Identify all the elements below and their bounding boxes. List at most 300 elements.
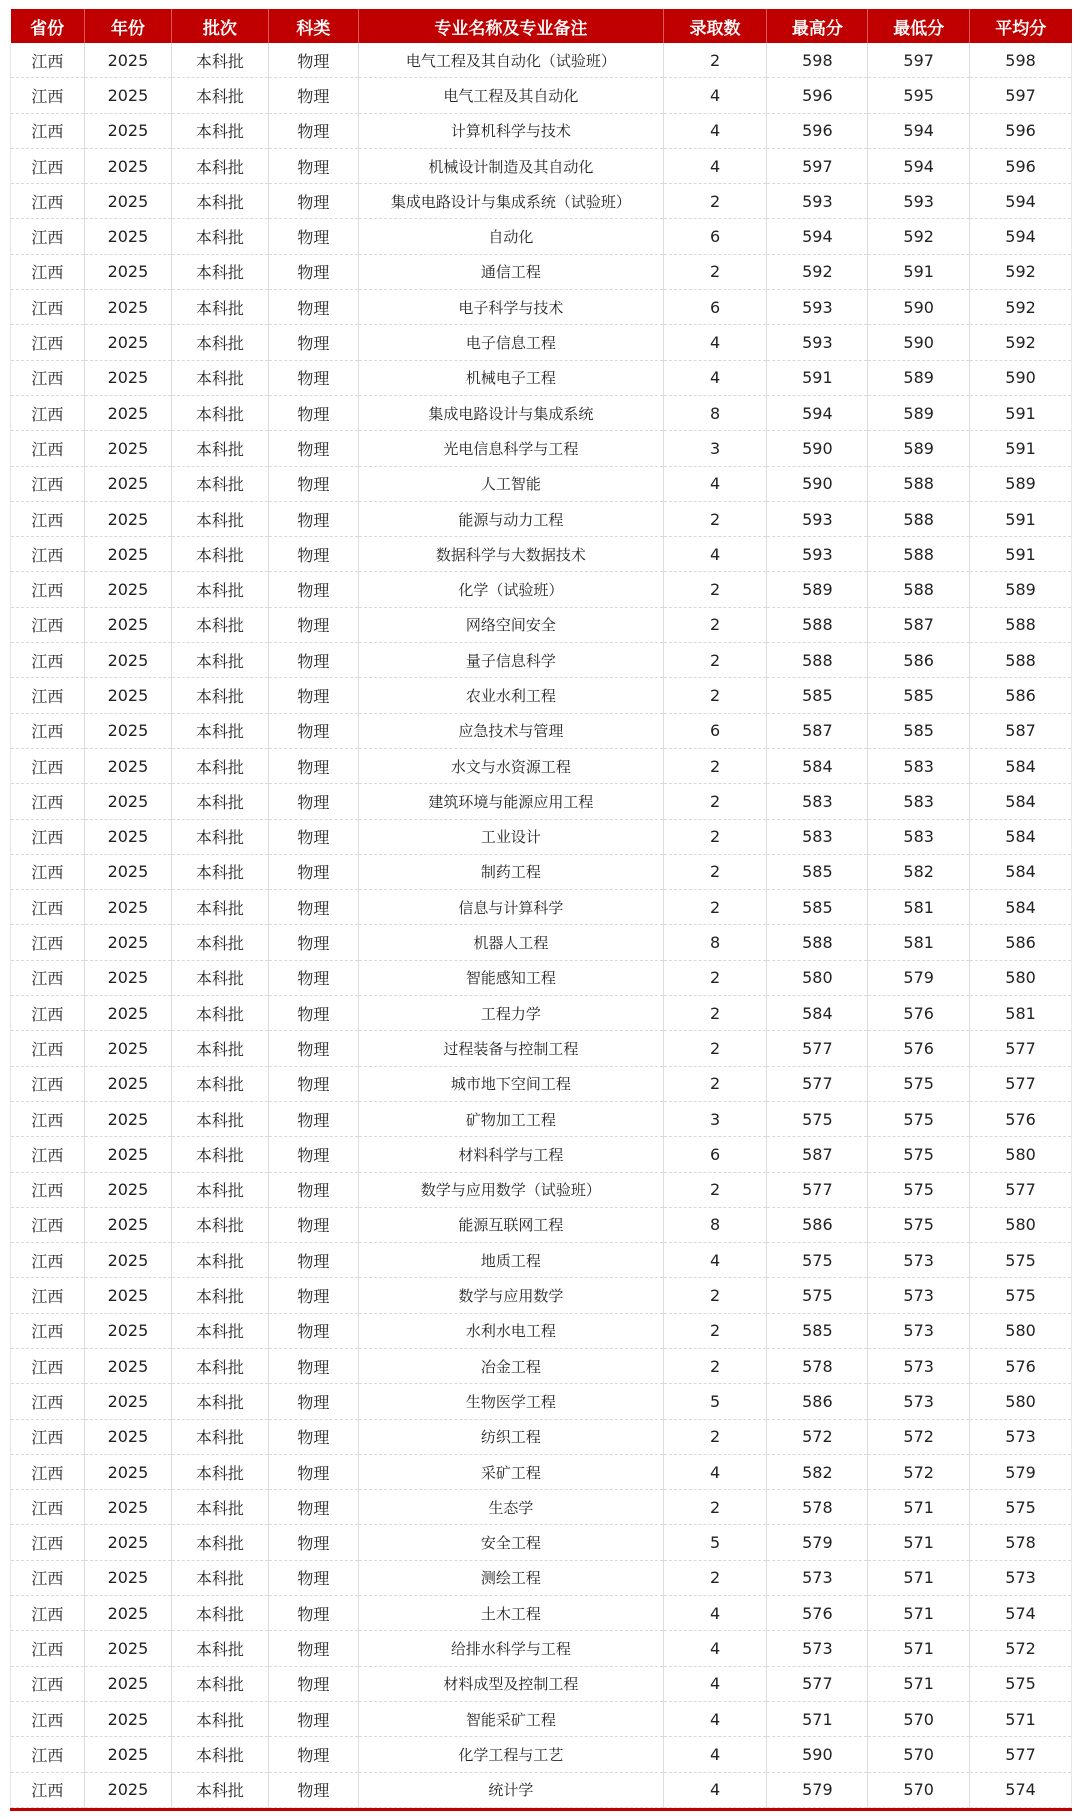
cell-avg-score: 590	[970, 360, 1072, 395]
cell-max-score: 584	[767, 748, 868, 783]
cell-major: 矿物加工工程	[359, 1101, 663, 1136]
cell-min-score: 589	[868, 360, 970, 395]
cell-batch: 本科批	[172, 713, 269, 748]
cell-subject: 物理	[268, 1701, 358, 1736]
cell-major: 统计学	[359, 1772, 663, 1807]
cell-avg-score: 584	[970, 748, 1072, 783]
cell-admitted: 8	[663, 925, 767, 960]
cell-subject: 物理	[268, 1596, 358, 1631]
cell-subject: 物理	[268, 431, 358, 466]
cell-min-score: 588	[868, 466, 970, 501]
cell-min-score: 575	[868, 1066, 970, 1101]
cell-admitted: 4	[663, 1772, 767, 1807]
table-row	[11, 1666, 1072, 1701]
cell-min-score: 573	[868, 1313, 970, 1348]
cell-admitted: 5	[663, 1525, 767, 1560]
cell-batch: 本科批	[172, 184, 269, 219]
cell-year: 2025	[84, 43, 171, 78]
cell-subject: 物理	[268, 1631, 358, 1666]
cell-admitted: 4	[663, 325, 767, 360]
cell-max-score: 584	[767, 996, 868, 1031]
cell-year: 2025	[84, 996, 171, 1031]
cell-max-score: 585	[767, 1313, 868, 1348]
cell-avg-score: 591	[970, 537, 1072, 572]
cell-year: 2025	[84, 572, 171, 607]
cell-batch: 本科批	[172, 1631, 269, 1666]
cell-admitted: 2	[663, 572, 767, 607]
cell-avg-score: 575	[970, 1666, 1072, 1701]
cell-batch: 本科批	[172, 1243, 269, 1278]
cell-max-score: 580	[767, 960, 868, 995]
cell-year: 2025	[84, 1525, 171, 1560]
cell-province: 江西	[11, 784, 85, 819]
cell-year: 2025	[84, 1207, 171, 1242]
cell-year: 2025	[84, 325, 171, 360]
cell-avg-score: 596	[970, 113, 1072, 148]
cell-province: 江西	[11, 713, 85, 748]
cell-batch: 本科批	[172, 1278, 269, 1313]
cell-major: 过程装备与控制工程	[359, 1031, 663, 1066]
cell-avg-score: 588	[970, 643, 1072, 678]
cell-max-score: 572	[767, 1419, 868, 1454]
cell-batch: 本科批	[172, 890, 269, 925]
cell-max-score: 576	[767, 1596, 868, 1631]
table-row	[11, 1066, 1072, 1101]
cell-major: 自动化	[359, 219, 663, 254]
header-row	[11, 9, 1072, 43]
cell-major: 电气工程及其自动化（试验班）	[359, 43, 663, 78]
cell-year: 2025	[84, 1172, 171, 1207]
cell-max-score: 585	[767, 890, 868, 925]
cell-province: 江西	[11, 925, 85, 960]
cell-batch: 本科批	[172, 501, 269, 536]
cell-avg-score: 571	[970, 1701, 1072, 1736]
cell-min-score: 597	[868, 43, 970, 78]
cell-max-score: 596	[767, 113, 868, 148]
cell-year: 2025	[84, 1031, 171, 1066]
cell-admitted: 2	[663, 1278, 767, 1313]
header-year: 年份	[84, 9, 171, 43]
cell-year: 2025	[84, 1560, 171, 1595]
cell-max-score: 587	[767, 1137, 868, 1172]
cell-admitted: 6	[663, 713, 767, 748]
cell-max-score: 573	[767, 1560, 868, 1595]
cell-subject: 物理	[268, 678, 358, 713]
cell-batch: 本科批	[172, 325, 269, 360]
cell-admitted: 2	[663, 1313, 767, 1348]
cell-admitted: 2	[663, 678, 767, 713]
cell-province: 江西	[11, 290, 85, 325]
cell-admitted: 4	[663, 1666, 767, 1701]
cell-max-score: 585	[767, 854, 868, 889]
table-row	[11, 325, 1072, 360]
cell-major: 机械设计制造及其自动化	[359, 148, 663, 183]
cell-max-score: 593	[767, 325, 868, 360]
cell-max-score: 586	[767, 1384, 868, 1419]
cell-min-score: 581	[868, 925, 970, 960]
cell-avg-score: 589	[970, 572, 1072, 607]
cell-batch: 本科批	[172, 1384, 269, 1419]
cell-major: 电子信息工程	[359, 325, 663, 360]
table-row	[11, 1278, 1072, 1313]
cell-min-score: 585	[868, 713, 970, 748]
cell-subject: 物理	[268, 890, 358, 925]
cell-subject: 物理	[268, 1137, 358, 1172]
cell-avg-score: 584	[970, 819, 1072, 854]
cell-year: 2025	[84, 643, 171, 678]
cell-province: 江西	[11, 1666, 85, 1701]
cell-admitted: 2	[663, 1066, 767, 1101]
cell-avg-score: 591	[970, 501, 1072, 536]
cell-max-score: 592	[767, 254, 868, 289]
cell-year: 2025	[84, 748, 171, 783]
cell-year: 2025	[84, 78, 171, 113]
cell-max-score: 590	[767, 1737, 868, 1772]
cell-major: 城市地下空间工程	[359, 1066, 663, 1101]
cell-major: 数据科学与大数据技术	[359, 537, 663, 572]
table-row	[11, 1384, 1072, 1419]
cell-province: 江西	[11, 325, 85, 360]
cell-subject: 物理	[268, 1066, 358, 1101]
cell-major: 人工智能	[359, 466, 663, 501]
cell-batch: 本科批	[172, 1490, 269, 1525]
cell-max-score: 577	[767, 1666, 868, 1701]
cell-year: 2025	[84, 1419, 171, 1454]
cell-major: 材料成型及控制工程	[359, 1666, 663, 1701]
cell-admitted: 2	[663, 643, 767, 678]
cell-subject: 物理	[268, 537, 358, 572]
cell-min-score: 588	[868, 501, 970, 536]
cell-batch: 本科批	[172, 1454, 269, 1489]
cell-batch: 本科批	[172, 960, 269, 995]
cell-avg-score: 591	[970, 395, 1072, 430]
cell-major: 生态学	[359, 1490, 663, 1525]
admission-scores-table	[10, 9, 1072, 1808]
cell-min-score: 582	[868, 854, 970, 889]
cell-avg-score: 573	[970, 1560, 1072, 1595]
cell-max-score: 579	[767, 1525, 868, 1560]
cell-avg-score: 598	[970, 43, 1072, 78]
cell-major: 生物医学工程	[359, 1384, 663, 1419]
cell-major: 计算机科学与技术	[359, 113, 663, 148]
table-row	[11, 78, 1072, 113]
cell-year: 2025	[84, 466, 171, 501]
cell-batch: 本科批	[172, 1031, 269, 1066]
cell-province: 江西	[11, 1560, 85, 1595]
cell-year: 2025	[84, 607, 171, 642]
cell-admitted: 4	[663, 1631, 767, 1666]
cell-min-score: 572	[868, 1454, 970, 1489]
table-row	[11, 113, 1072, 148]
cell-min-score: 583	[868, 819, 970, 854]
cell-avg-score: 575	[970, 1243, 1072, 1278]
cell-batch: 本科批	[172, 290, 269, 325]
table-row	[11, 1631, 1072, 1666]
cell-min-score: 573	[868, 1278, 970, 1313]
cell-subject: 物理	[268, 1101, 358, 1136]
cell-min-score: 588	[868, 572, 970, 607]
cell-year: 2025	[84, 1278, 171, 1313]
cell-avg-score: 589	[970, 466, 1072, 501]
cell-year: 2025	[84, 360, 171, 395]
cell-major: 集成电路设计与集成系统	[359, 395, 663, 430]
cell-province: 江西	[11, 1031, 85, 1066]
cell-min-score: 595	[868, 78, 970, 113]
cell-admitted: 2	[663, 1560, 767, 1595]
cell-year: 2025	[84, 113, 171, 148]
cell-province: 江西	[11, 1596, 85, 1631]
cell-avg-score: 584	[970, 890, 1072, 925]
cell-avg-score: 584	[970, 784, 1072, 819]
table-row	[11, 219, 1072, 254]
cell-min-score: 593	[868, 184, 970, 219]
header-max-score: 最高分	[767, 9, 868, 43]
cell-min-score: 573	[868, 1384, 970, 1419]
cell-avg-score: 580	[970, 1384, 1072, 1419]
cell-avg-score: 580	[970, 1207, 1072, 1242]
cell-batch: 本科批	[172, 1560, 269, 1595]
cell-major: 安全工程	[359, 1525, 663, 1560]
table-row	[11, 1490, 1072, 1525]
cell-min-score: 571	[868, 1525, 970, 1560]
table-row	[11, 184, 1072, 219]
cell-min-score: 590	[868, 325, 970, 360]
cell-batch: 本科批	[172, 643, 269, 678]
cell-year: 2025	[84, 1737, 171, 1772]
cell-min-score: 589	[868, 431, 970, 466]
table-bottom-border	[10, 1808, 1072, 1811]
cell-subject: 物理	[268, 1490, 358, 1525]
cell-avg-score: 580	[970, 960, 1072, 995]
table-row	[11, 890, 1072, 925]
cell-avg-score: 577	[970, 1031, 1072, 1066]
cell-province: 江西	[11, 1701, 85, 1736]
table-row	[11, 713, 1072, 748]
cell-avg-score: 576	[970, 1348, 1072, 1383]
cell-subject: 物理	[268, 1525, 358, 1560]
cell-year: 2025	[84, 854, 171, 889]
cell-batch: 本科批	[172, 1172, 269, 1207]
cell-admitted: 2	[663, 960, 767, 995]
cell-subject: 物理	[268, 78, 358, 113]
cell-max-score: 582	[767, 1454, 868, 1489]
cell-batch: 本科批	[172, 113, 269, 148]
cell-admitted: 8	[663, 1207, 767, 1242]
cell-max-score: 593	[767, 537, 868, 572]
cell-admitted: 2	[663, 819, 767, 854]
cell-province: 江西	[11, 184, 85, 219]
cell-admitted: 4	[663, 360, 767, 395]
cell-subject: 物理	[268, 1666, 358, 1701]
table-row	[11, 501, 1072, 536]
cell-min-score: 581	[868, 890, 970, 925]
cell-subject: 物理	[268, 1419, 358, 1454]
cell-avg-score: 576	[970, 1101, 1072, 1136]
cell-subject: 物理	[268, 960, 358, 995]
cell-major: 量子信息科学	[359, 643, 663, 678]
cell-batch: 本科批	[172, 1737, 269, 1772]
cell-batch: 本科批	[172, 219, 269, 254]
cell-max-score: 578	[767, 1348, 868, 1383]
cell-min-score: 579	[868, 960, 970, 995]
cell-major: 能源互联网工程	[359, 1207, 663, 1242]
table-row	[11, 678, 1072, 713]
cell-avg-score: 594	[970, 219, 1072, 254]
cell-major: 土木工程	[359, 1596, 663, 1631]
cell-year: 2025	[84, 784, 171, 819]
cell-year: 2025	[84, 290, 171, 325]
cell-year: 2025	[84, 1101, 171, 1136]
cell-min-score: 571	[868, 1490, 970, 1525]
cell-subject: 物理	[268, 925, 358, 960]
cell-major: 网络空间安全	[359, 607, 663, 642]
table-row	[11, 466, 1072, 501]
cell-province: 江西	[11, 537, 85, 572]
cell-batch: 本科批	[172, 748, 269, 783]
cell-year: 2025	[84, 1631, 171, 1666]
cell-year: 2025	[84, 1454, 171, 1489]
cell-major: 测绘工程	[359, 1560, 663, 1595]
cell-max-score: 590	[767, 431, 868, 466]
cell-admitted: 2	[663, 1031, 767, 1066]
cell-major: 制药工程	[359, 854, 663, 889]
cell-avg-score: 596	[970, 148, 1072, 183]
table-row	[11, 1137, 1072, 1172]
cell-subject: 物理	[268, 1172, 358, 1207]
cell-province: 江西	[11, 1313, 85, 1348]
cell-subject: 物理	[268, 1454, 358, 1489]
cell-max-score: 573	[767, 1631, 868, 1666]
cell-major: 地质工程	[359, 1243, 663, 1278]
cell-major: 数学与应用数学（试验班）	[359, 1172, 663, 1207]
cell-subject: 物理	[268, 395, 358, 430]
cell-min-score: 589	[868, 395, 970, 430]
table-row	[11, 925, 1072, 960]
cell-subject: 物理	[268, 1772, 358, 1807]
cell-batch: 本科批	[172, 784, 269, 819]
cell-year: 2025	[84, 925, 171, 960]
cell-province: 江西	[11, 1384, 85, 1419]
cell-avg-score: 580	[970, 1313, 1072, 1348]
cell-major: 通信工程	[359, 254, 663, 289]
cell-major: 智能感知工程	[359, 960, 663, 995]
cell-province: 江西	[11, 1348, 85, 1383]
cell-max-score: 586	[767, 1207, 868, 1242]
header-major: 专业名称及专业备注	[359, 9, 663, 43]
cell-max-score: 594	[767, 395, 868, 430]
cell-batch: 本科批	[172, 1066, 269, 1101]
cell-min-score: 583	[868, 784, 970, 819]
cell-batch: 本科批	[172, 466, 269, 501]
cell-avg-score: 574	[970, 1596, 1072, 1631]
table-row	[11, 748, 1072, 783]
cell-max-score: 587	[767, 713, 868, 748]
cell-avg-score: 591	[970, 431, 1072, 466]
cell-batch: 本科批	[172, 678, 269, 713]
table-row	[11, 1207, 1072, 1242]
cell-avg-score: 588	[970, 607, 1072, 642]
cell-year: 2025	[84, 1066, 171, 1101]
cell-avg-score: 586	[970, 925, 1072, 960]
cell-province: 江西	[11, 819, 85, 854]
cell-avg-score: 594	[970, 184, 1072, 219]
cell-admitted: 2	[663, 854, 767, 889]
table-row	[11, 784, 1072, 819]
cell-major: 电子科学与技术	[359, 290, 663, 325]
cell-max-score: 577	[767, 1031, 868, 1066]
cell-province: 江西	[11, 1631, 85, 1666]
cell-province: 江西	[11, 395, 85, 430]
cell-year: 2025	[84, 1596, 171, 1631]
cell-avg-score: 579	[970, 1454, 1072, 1489]
cell-year: 2025	[84, 501, 171, 536]
cell-avg-score: 572	[970, 1631, 1072, 1666]
cell-year: 2025	[84, 431, 171, 466]
table-row	[11, 1737, 1072, 1772]
cell-major: 机械电子工程	[359, 360, 663, 395]
cell-avg-score: 574	[970, 1772, 1072, 1807]
cell-province: 江西	[11, 1737, 85, 1772]
table-row	[11, 1701, 1072, 1736]
cell-major: 建筑环境与能源应用工程	[359, 784, 663, 819]
cell-max-score: 578	[767, 1490, 868, 1525]
cell-major: 水利水电工程	[359, 1313, 663, 1348]
cell-province: 江西	[11, 1243, 85, 1278]
cell-batch: 本科批	[172, 1101, 269, 1136]
cell-avg-score: 586	[970, 678, 1072, 713]
table-row	[11, 960, 1072, 995]
cell-max-score: 596	[767, 78, 868, 113]
cell-max-score: 577	[767, 1066, 868, 1101]
cell-batch: 本科批	[172, 148, 269, 183]
cell-province: 江西	[11, 1066, 85, 1101]
cell-min-score: 576	[868, 1031, 970, 1066]
cell-admitted: 2	[663, 1172, 767, 1207]
header-admitted: 录取数	[663, 9, 767, 43]
table-row	[11, 1419, 1072, 1454]
cell-subject: 物理	[268, 748, 358, 783]
cell-year: 2025	[84, 219, 171, 254]
cell-admitted: 2	[663, 996, 767, 1031]
cell-admitted: 2	[663, 43, 767, 78]
cell-subject: 物理	[268, 713, 358, 748]
cell-province: 江西	[11, 1419, 85, 1454]
table-row	[11, 1525, 1072, 1560]
table-row	[11, 1772, 1072, 1807]
cell-subject: 物理	[268, 572, 358, 607]
cell-batch: 本科批	[172, 1701, 269, 1736]
cell-subject: 物理	[268, 254, 358, 289]
cell-province: 江西	[11, 148, 85, 183]
cell-province: 江西	[11, 890, 85, 925]
cell-min-score: 585	[868, 678, 970, 713]
cell-province: 江西	[11, 1278, 85, 1313]
cell-year: 2025	[84, 890, 171, 925]
cell-province: 江西	[11, 43, 85, 78]
cell-batch: 本科批	[172, 1666, 269, 1701]
cell-major: 化学工程与工艺	[359, 1737, 663, 1772]
cell-province: 江西	[11, 360, 85, 395]
cell-admitted: 4	[663, 1737, 767, 1772]
cell-major: 采矿工程	[359, 1454, 663, 1489]
cell-province: 江西	[11, 854, 85, 889]
cell-avg-score: 573	[970, 1419, 1072, 1454]
cell-province: 江西	[11, 572, 85, 607]
cell-avg-score: 577	[970, 1172, 1072, 1207]
cell-major: 智能采矿工程	[359, 1701, 663, 1736]
cell-min-score: 591	[868, 254, 970, 289]
cell-subject: 物理	[268, 466, 358, 501]
